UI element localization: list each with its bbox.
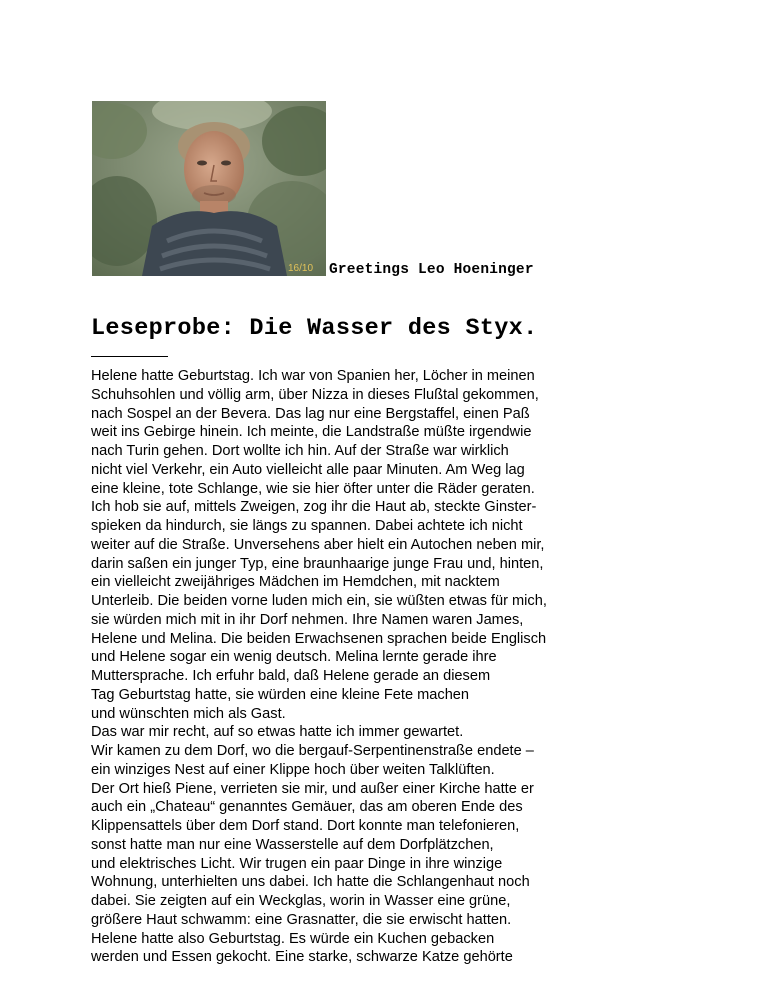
- text-line: nach Sospel an der Bevera. Das lag nur eine Bergstaffel, einen Paß: [91, 405, 530, 422]
- text-line: Das war mir recht, auf so etwas hatte ich immer gewartet.: [91, 724, 464, 741]
- text-line: darin saßen ein junger Typ, eine braunhaarige junge Frau und, hinten,: [91, 555, 544, 572]
- page-title: Leseprobe: Die Wasser des Styx.: [91, 315, 538, 342]
- text-line: nach Turin gehen. Dort wollte ich hin. Auf der Straße war wirklich: [91, 443, 509, 459]
- text-line: und wünschten mich als Gast.: [91, 705, 286, 722]
- text-line: Wohnung, unterhielten uns dabei. Ich hatte die Schlangenhaut noch: [91, 874, 530, 891]
- text-line: werden und Essen gekocht. Eine starke, schwarze Katze gehörte: [91, 949, 513, 966]
- text-line: spieken da hindurch, sie längs zu spannen. Dabei achtete ich nicht: [91, 518, 523, 534]
- text-line: Schuhsohlen und völlig arm, über Nizza in dieses Flußtal gekommen,: [91, 386, 539, 403]
- text-line: größere Haut schwamm: eine Grasnatter, die sie erwischt hatten.: [91, 911, 512, 928]
- author-portrait-photo: [92, 101, 326, 276]
- text-line: Der Ort hieß Piene, verrieten sie mir, und außer einer Kirche hatte er: [91, 780, 534, 797]
- text-line: Helene hatte Geburtstag. Ich war von Spanien her, Löcher in meinen: [91, 368, 535, 384]
- text-line: weit ins Gebirge hinein. Ich meinte, die Landstraße müßte irgendwie: [91, 424, 532, 441]
- text-line: Klippensattels über dem Dorf stand. Dort konnte man telefonieren,: [91, 818, 520, 834]
- text-line: ein vielleicht zweijähriges Mädchen im Hemdchen, mit nacktem: [91, 574, 500, 591]
- text-line: Muttersprache. Ich erfuhr bald, daß Helene gerade an diesem: [91, 668, 491, 684]
- text-line: und Helene sogar ein wenig deutsch. Melina lernte gerade ihre: [91, 649, 497, 666]
- title-underline-divider: [91, 356, 168, 357]
- text-line: Unterleib. Die beiden vorne luden mich ein, sie wüßten etwas für mich,: [91, 593, 547, 609]
- text-line: Helene hatte also Geburtstag. Es würde ein Kuchen gebacken: [91, 930, 495, 947]
- text-line: ein winziges Nest auf einer Klippe hoch über weiten Talklüften.: [91, 761, 495, 778]
- greeting-caption: Greetings Leo Hoeninger: [329, 262, 534, 278]
- text-line: Ich hob sie auf, mittels Zweigen, zog ihr die Haut ab, steckte Ginster-: [91, 499, 537, 516]
- text-line: auch ein „Chateau“ genanntes Gemäuer, das am oberen Ende des: [91, 799, 523, 816]
- text-line: Tag Geburtstag hatte, sie würden eine kleine Fete machen: [91, 686, 470, 703]
- text-line: Wir kamen zu dem Dorf, wo die bergauf-Serpentinenstraße endete –: [91, 743, 534, 759]
- text-line: dabei. Sie zeigten auf ein Weckglas, worin in Wasser eine grüne,: [91, 893, 511, 909]
- text-line: nicht viel Verkehr, ein Auto vielleicht alle paar Minuten. Am Weg lag: [91, 461, 525, 478]
- text-line: weiter auf die Straße. Unversehens aber hielt ein Autochen neben mir,: [91, 536, 545, 553]
- text-line: eine kleine, tote Schlange, wie sie hier öfter unter die Räder geraten.: [91, 480, 535, 497]
- story-excerpt: [91, 367, 711, 967]
- text-line: sonst hatte man nur eine Wasserstelle auf dem Dorfplätzchen,: [91, 836, 494, 853]
- text-line: sie würden mich mit in ihr Dorf nehmen. Ihre Namen waren James,: [91, 611, 524, 628]
- text-line: Helene und Melina. Die beiden Erwachsenen sprachen beide Englisch: [91, 630, 547, 647]
- svg-text:16/10: 16/10: [288, 263, 314, 274]
- text-line: und elektrisches Licht. Wir trugen ein paar Dinge in ihre winzige: [91, 855, 503, 872]
